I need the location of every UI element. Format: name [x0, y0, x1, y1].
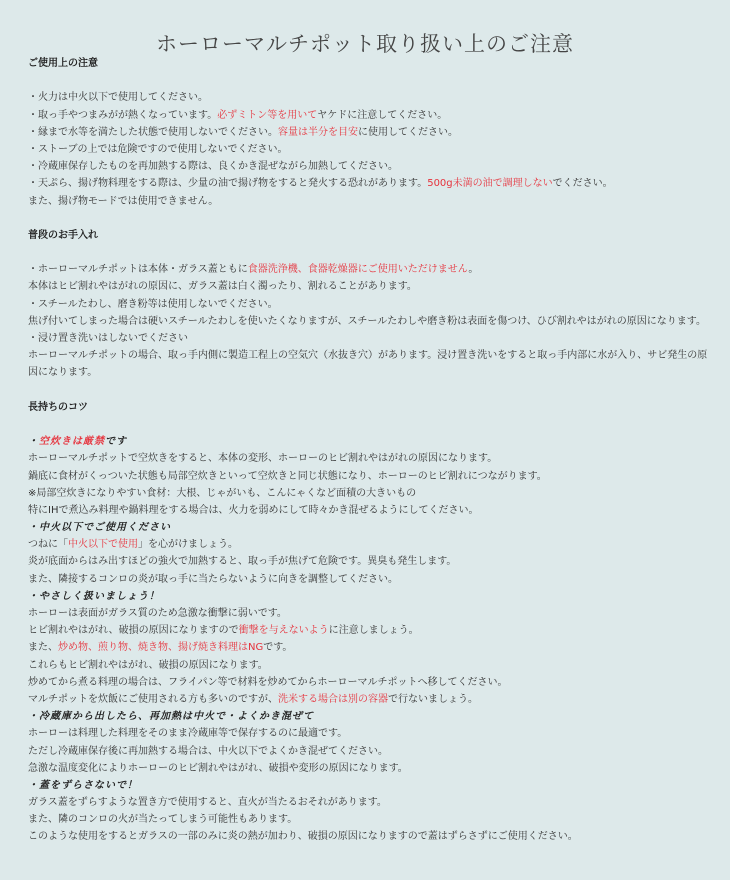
- body-text: ・中火以下でご使用ください: [28, 522, 171, 534]
- body-text: ・縁まで水等を満たした状態で使用しないでください。: [28, 126, 278, 138]
- body-text: 焦げ付いてしまった場合は硬いスチールたわしを使いたくなりますが、スチールたわしや磨き粉は表面を傷つけ、ひび割れやはがれの原因になります。: [28, 315, 706, 327]
- body-text: ・取っ手やつまみがが熱くなっています。: [28, 109, 218, 121]
- text-line: [28, 107, 716, 124]
- body-text: つねに「: [28, 539, 68, 551]
- text-line: [28, 657, 716, 674]
- highlight-text: 中火以下で使用: [68, 539, 138, 551]
- blank-line: [28, 72, 716, 89]
- blank-line: [28, 210, 716, 227]
- text-line: [28, 622, 716, 639]
- body-text: でください。: [552, 178, 613, 190]
- body-text: 。: [468, 264, 479, 276]
- body-text: に注意しましょう。: [328, 625, 419, 637]
- body-text: ・やさしく扱いましょう！: [28, 590, 160, 602]
- notice-content: [28, 55, 716, 846]
- text-line: [28, 141, 716, 158]
- highlight-text: 衝撃を与えないよう: [238, 625, 329, 637]
- body-text: ・冷蔵庫保存したものを再加熱する際は、良くかき混ぜながら加熱してください。: [28, 161, 398, 173]
- text-line: [28, 828, 716, 845]
- blank-line: [28, 416, 716, 433]
- body-text: また、隣接するコンロの炎が取っ手に当たらないように向きを調整してください。: [28, 573, 398, 585]
- body-text: また、揚げ物モードでは使用できません。: [28, 195, 219, 207]
- text-line: [28, 571, 716, 588]
- body-text: ・ストーブの上では危険ですので使用しないでください。: [28, 143, 288, 155]
- page-title: ホーローマルチポット取り扱い上のご注意: [156, 32, 574, 57]
- body-text: 鍋底に食材がくっついた状態も局部空炊きといって空炊きと同じ状態になり、ホーローのヒビ割れにつながります。: [28, 470, 547, 482]
- body-text: で行ないましょう。: [388, 693, 478, 705]
- body-text: ヤケドに注意してください。: [317, 109, 448, 121]
- text-line: [28, 468, 716, 485]
- body-text: ・蓋をずらさないで！: [28, 779, 138, 791]
- body-text: ホーローは料理した料理をそのまま冷蔵庫等で保存するのに最適です。: [28, 728, 348, 740]
- body-text: 本体はヒビ割れやはがれの原因に、ガラス蓋は白く濁ったり、割れることがあります。: [28, 281, 417, 293]
- tip-heading: [28, 519, 716, 536]
- highlight-text: 500g未満の油で調理しない: [427, 178, 553, 190]
- text-line: [28, 193, 716, 210]
- text-line: [28, 261, 716, 278]
- section-heading: ご使用上の注意: [28, 58, 98, 69]
- body-text: 炎が底面からはみ出すほどの強火で加熱すると、取っ手が焦げて危険です。異臭も発生します。: [28, 556, 457, 568]
- text-line: [28, 691, 716, 708]
- body-text: ホーローマルチポットで空炊きをすると、本体の変形、ホーローのヒビ割れやはがれの原因になります。: [28, 453, 498, 465]
- body-text: ヒビ割れやはがれ、破損の原因になりますので: [28, 625, 239, 637]
- blank-line: [28, 244, 716, 261]
- body-text: ・ホーローマルチポットは本体・ガラス蓋ともに: [28, 264, 248, 276]
- body-text: ※局部空炊きになりやすい食材：大根、じゃがいも、こんにゃくなど面積の大きいもの: [28, 487, 417, 499]
- text-line: [28, 278, 716, 295]
- body-text: また、: [28, 642, 58, 654]
- tip-heading: [28, 708, 716, 725]
- highlight-text: 洗米する場合は別の容器: [278, 693, 388, 705]
- text-line: [28, 502, 716, 519]
- text-line: [28, 330, 716, 347]
- tip-heading: [28, 433, 716, 450]
- body-text: ・火力は中火以下で使用してください。: [28, 92, 208, 104]
- text-line: [28, 158, 716, 175]
- body-text: ・: [28, 436, 39, 448]
- highlight-text: 容量は半分を目安: [278, 126, 358, 138]
- body-text: ホーローマルチポットの場合、取っ手内側に製造工程上の空気穴（水抜き穴）があります。浸け置き洗いをすると取っ手内部に水が入り、サビ発生の原因になります。: [28, 350, 708, 379]
- text-line: [28, 605, 716, 622]
- text-line: [28, 553, 716, 570]
- body-text: 急激な温度変化によりホーローのヒビ割れやはがれ、破損や変形の原因になります。: [28, 762, 408, 774]
- body-text: 特にIHで煮込み料理や鍋料理をする場合は、火力を弱めにして時々かき混ぜるようにしてください。: [28, 504, 479, 516]
- text-line: [28, 639, 716, 656]
- body-text: ・天ぷら、揚げ物料理をする際は、少量の油で揚げ物をすると発火する恐れがあります。: [28, 178, 428, 190]
- text-line: [28, 313, 716, 330]
- body-text: マルチポットを炊飯にご使用される方も多いのですが、: [28, 693, 278, 705]
- body-text: ホーローは表面がガラス質のため急激な衝撃に弱いです。: [28, 608, 287, 620]
- highlight-text: 必ずミトン等を用いて: [217, 109, 318, 121]
- text-line: [28, 536, 716, 553]
- highlight-text: 炒め物、煎り物、焼き物、揚げ焼き料理はNG: [58, 642, 264, 654]
- tip-heading: [28, 777, 716, 794]
- body-text: ・スチールたわし、磨き粉等は使用しないでください。: [28, 298, 278, 310]
- text-line: [28, 89, 716, 106]
- body-text: です。: [263, 642, 293, 654]
- body-text: 炒めてから煮る料理の場合は、フライパン等で材料を炒めてからホーローマルチポットへ移してください。: [28, 676, 508, 688]
- text-line: [28, 743, 716, 760]
- body-text: 」を心がけましょう。: [138, 539, 238, 551]
- body-text: これらもヒビ割れやはがれ、破損の原因になります。: [28, 659, 268, 671]
- text-line: [28, 811, 716, 828]
- highlight-text: 空炊きは厳禁: [39, 436, 105, 448]
- text-line: [28, 725, 716, 742]
- text-line: [28, 175, 716, 192]
- text-line: [28, 450, 716, 467]
- body-text: に使用してください。: [358, 126, 458, 138]
- text-line: [28, 124, 716, 141]
- section-heading: 長持ちのコツ: [28, 401, 88, 413]
- blank-line: [28, 382, 716, 399]
- body-text: ・冷蔵庫から出したら、再加熱は中火で・よくかき混ぜて: [28, 711, 314, 723]
- tip-heading: [28, 588, 716, 605]
- text-line: [28, 485, 716, 502]
- body-text: また、隣のコンロの火が当たってしまう可能性もあります。: [28, 814, 298, 826]
- text-line: [28, 760, 716, 777]
- highlight-text: 食器洗浄機、食器乾燥器にご使用いただけません: [247, 264, 469, 276]
- body-text: このような使用をするとガラスの一部のみに炎の熱が加わり、破損の原因になりますので蓋はずらさずにご使用ください。: [28, 831, 578, 843]
- text-line: [28, 794, 716, 811]
- text-line: [28, 347, 716, 381]
- body-text: ガラス蓋をずらすような置き方で使用すると、直火が当たるおそれがあります。: [28, 797, 387, 809]
- body-text: です: [105, 436, 127, 448]
- body-text: ただし冷蔵庫保存後に再加熱する場合は、中火以下でよくかき混ぜてください。: [28, 745, 388, 757]
- section-heading: 普段のお手入れ: [28, 229, 98, 241]
- text-line: [28, 296, 716, 313]
- text-line: [28, 674, 716, 691]
- body-text: ・浸け置き洗いはしないでください: [28, 333, 188, 345]
